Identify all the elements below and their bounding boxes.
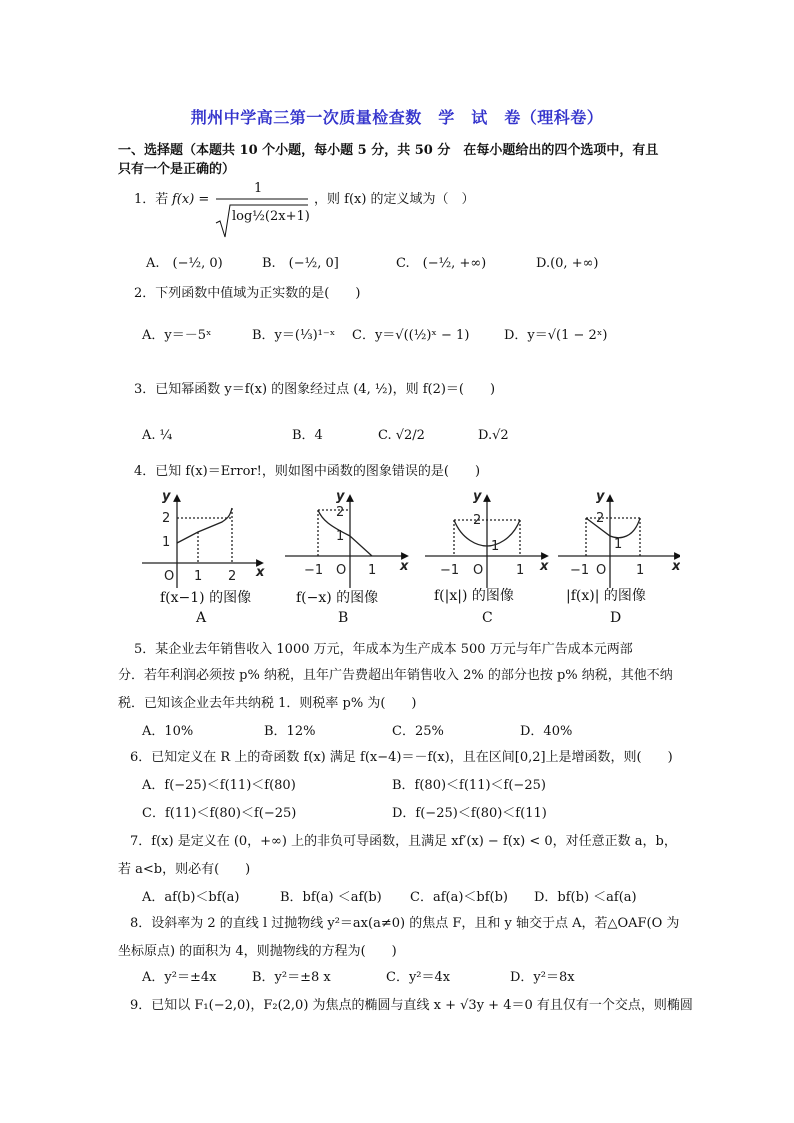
q1-option-c[interactable]: C. (−½, +∞) (396, 256, 487, 271)
q1-option-b[interactable]: B. (−½, 0] (262, 256, 339, 271)
svg-text:x: x (672, 559, 680, 574)
q4-graphs (140, 488, 680, 628)
svg-text:1: 1 (516, 563, 525, 578)
q7-line2: 若 a<b，则必有( ) (118, 862, 251, 877)
svg-text:x: x (400, 559, 409, 574)
svg-text:y: y (336, 489, 345, 504)
section-heading-line1: 一、选择题（本题共 10 个小题，每小题 5 分，共 50 分 在每小题给出的四个选项中，有且 (118, 143, 659, 158)
q6-option-c[interactable]: C．f(11)＜f(80)＜f(−25) (142, 806, 297, 821)
q2-option-c[interactable]: C．y＝√((½)ˣ − 1) (352, 328, 470, 343)
svg-text:1: 1 (162, 535, 171, 550)
q6-option-d[interactable]: D．f(−25)＜f(80)＜f(11) (392, 806, 547, 821)
svg-text:−1: −1 (570, 563, 590, 578)
q4-caption-a: f(x−1) 的图像 (160, 590, 252, 606)
q3-option-c[interactable]: C. √2/2 (378, 428, 425, 443)
q4-caption-c: f(|x|) 的图像 (434, 588, 514, 604)
q1-option-a[interactable]: A. (−½, 0) (146, 256, 223, 271)
q7-option-c[interactable]: C．af(a)＜bf(b) (410, 890, 509, 905)
q6-option-b[interactable]: B．f(80)＜f(11)＜f(−25) (392, 778, 546, 793)
q3-stem: 3．已知幂函数 y＝f(x) 的图象经过点 (4, ½)，则 f(2)＝( ) (134, 382, 496, 397)
q8-line2: 坐标原点) 的面积为 4，则抛物线的方程为( ) (118, 944, 397, 959)
q6-option-a[interactable]: A．f(−25)＜f(11)＜f(80) (142, 778, 296, 793)
q1-stem-suffix: ，则 f(x) 的定义域为（ ） (314, 192, 475, 207)
svg-text:y: y (162, 489, 171, 504)
svg-text:x: x (540, 559, 549, 574)
q8-option-d[interactable]: D．y²＝8x (510, 970, 575, 985)
svg-text:y: y (473, 489, 482, 504)
q7-option-a[interactable]: A．af(b)＜bf(a) (142, 890, 240, 905)
svg-text:O: O (336, 563, 347, 578)
q2-stem: 2．下列函数中值域为正实数的是( ) (134, 286, 361, 301)
q5-option-d[interactable]: D．40% (520, 724, 573, 739)
q1-option-d[interactable]: D.(0, +∞) (536, 256, 599, 271)
q5-line1: 5．某企业去年销售收入 1000 万元，年成本为生产成本 500 万元与年广告成本元两部 (134, 642, 633, 657)
svg-text:1: 1 (368, 563, 377, 578)
svg-text:y: y (596, 489, 605, 504)
q1-numerator: 1 (254, 181, 263, 196)
q4-letter-d: D (610, 610, 622, 626)
q2-option-a[interactable]: A．y＝－5ˣ (142, 328, 212, 343)
q5-option-b[interactable]: B．12% (264, 724, 316, 739)
q5-line2: 分．若年利润必须按 p% 纳税，且年广告费超出年销售收入 2% 的部分也按 p% 纳税，其他不纳 (118, 668, 673, 683)
q7-option-b[interactable]: B．bf(a) ＜af(b) (280, 890, 382, 905)
svg-text:O: O (596, 563, 607, 578)
q7-line1: 7．f(x) 是定义在 (0，+∞) 上的非负可导函数，且满足 xf′(x) − f(x) < 0，对任意正数 a，b， (130, 834, 677, 849)
q9-line1: 9．已知以 F₁(−2,0)，F₂(2,0) 为焦点的椭圆与直线 x + √3y + 4＝0 有且仅有一个交点，则椭圆 (130, 998, 693, 1013)
q2-option-b[interactable]: B．y＝(⅓)¹⁻ˣ (252, 328, 336, 343)
svg-text:1: 1 (614, 537, 623, 552)
q1-function: f(x) = (172, 192, 210, 207)
svg-text:2: 2 (228, 569, 237, 584)
q4-letter-b: B (338, 610, 349, 626)
svg-text:2: 2 (473, 513, 482, 528)
q5-option-a[interactable]: A．10% (142, 724, 194, 739)
svg-text:1: 1 (491, 539, 500, 554)
svg-text:1: 1 (194, 569, 203, 584)
q2-option-d[interactable]: D．y＝√(1 − 2ˣ) (504, 328, 608, 343)
q8-option-a[interactable]: A．y²＝±4x (142, 970, 217, 985)
q4-letter-c: C (482, 610, 493, 626)
svg-text:1: 1 (636, 563, 645, 578)
svg-text:2: 2 (336, 505, 345, 520)
svg-text:O: O (164, 569, 175, 584)
svg-text:−1: −1 (440, 563, 460, 578)
q4-letter-a: A (196, 610, 207, 626)
q6-stem: 6．已知定义在 R 上的奇函数 f(x) 满足 f(x−4)＝－f(x)，且在区间[0,2]上是增函数，则( ) (130, 750, 673, 765)
q7-option-d[interactable]: D．bf(b) ＜af(a) (534, 890, 637, 905)
svg-text:x: x (256, 565, 265, 580)
q3-option-a[interactable]: A. ¼ (142, 428, 173, 443)
q4-caption-d: |f(x)| 的图像 (566, 588, 646, 604)
q4-caption-b: f(−x) 的图像 (296, 590, 379, 606)
svg-text:2: 2 (162, 511, 171, 526)
q5-option-c[interactable]: C．25% (392, 724, 444, 739)
exam-title: 荆州中学高三第一次质量检查数 学 试 卷（理科卷） (190, 108, 604, 127)
q5-line3: 税．已知该企业去年共纳税 1．则税率 p% 为( ) (118, 696, 417, 711)
q3-option-b[interactable]: B．4 (292, 428, 323, 443)
q8-option-b[interactable]: B．y²＝±8 x (252, 970, 331, 985)
q8-line1: 8．设斜率为 2 的直线 l 过抛物线 y²＝ax(a≠0) 的焦点 F，且和 y 轴交于点 A，若△OAF(O 为 (130, 916, 680, 931)
svg-text:1: 1 (336, 529, 345, 544)
svg-text:2: 2 (596, 511, 605, 526)
q4-stem: 4．已知 f(x)＝Error!，则如图中函数的图象错误的是( ) (134, 464, 481, 479)
svg-text:−1: −1 (304, 563, 324, 578)
q1-stem-prefix: 1．若 (134, 192, 169, 207)
q1-denominator: log½(2x+1) (232, 209, 310, 224)
q3-option-d[interactable]: D.√2 (478, 428, 509, 443)
svg-text:O: O (473, 563, 484, 578)
q8-option-c[interactable]: C．y²＝4x (386, 970, 451, 985)
section-heading-line2: 只有一个是正确的） (118, 162, 236, 177)
